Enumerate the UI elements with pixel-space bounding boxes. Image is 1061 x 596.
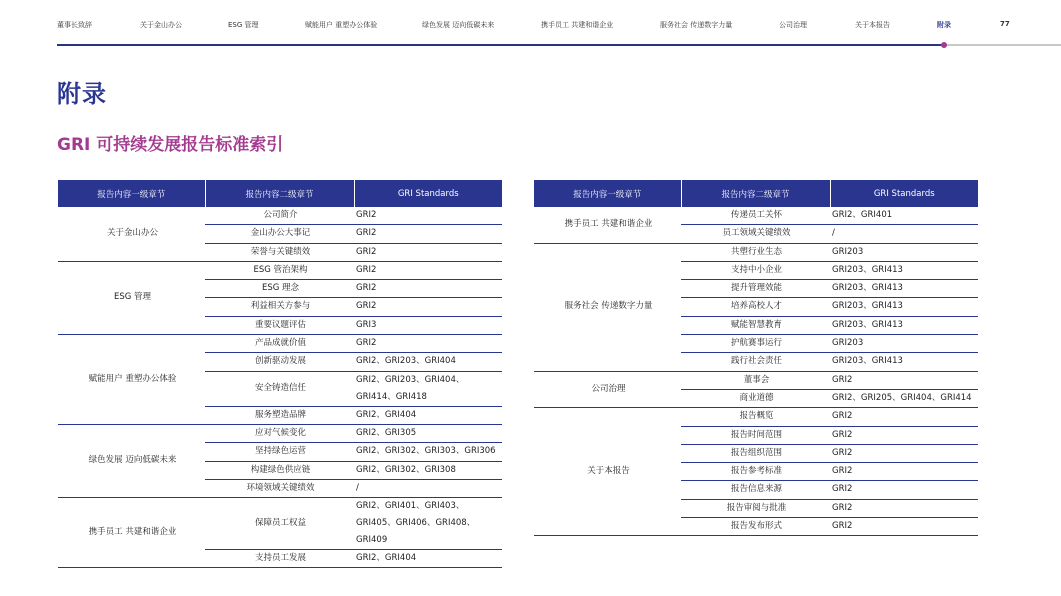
gri-standards-cell: GRI2、GRI305	[354, 424, 502, 442]
table-row	[534, 207, 978, 225]
subsection-cell: 利益相关方参与	[205, 298, 354, 316]
section-cell: 服务社会 传递数字力量	[534, 243, 681, 371]
gri-standards-cell: GRI2	[354, 298, 502, 316]
subsection-cell: 传递员工关怀	[681, 207, 830, 225]
gri-standards-cell: GRI2、GRI205、GRI404、GRI414	[830, 389, 978, 407]
subsection-cell: 商业道德	[681, 389, 830, 407]
gri-standards-cell: GRI203、GRI413	[830, 280, 978, 298]
gri-standards-cell: GRI203	[830, 335, 978, 353]
subsection-cell: 报告时间范围	[681, 426, 830, 444]
nav-item-appendix[interactable]: 附录	[937, 21, 951, 29]
gri-standards-cell: GRI2、GRI401	[830, 207, 978, 225]
gri-standards-cell: GRI2	[354, 243, 502, 261]
table-row	[58, 261, 502, 279]
header-subsection: 报告内容二级章节	[681, 180, 830, 207]
table-row	[58, 207, 502, 225]
section-cell: 公司治理	[534, 371, 681, 408]
table-row	[534, 408, 978, 426]
gri-standards-cell: GRI2	[830, 426, 978, 444]
gri-standards-cell: GRI2	[830, 463, 978, 481]
header-gri-standards: GRI Standards	[354, 180, 502, 207]
subsection-cell: 赋能智慧教育	[681, 316, 830, 334]
subsection-cell: ESG 理念	[205, 280, 354, 298]
subsection-cell: 员工领域关键绩效	[681, 225, 830, 243]
gri-standards-cell: GRI2	[354, 261, 502, 279]
gri-standards-cell: GRI2、GRI404	[354, 406, 502, 424]
gri-standards-cell: GRI203、GRI413	[830, 261, 978, 279]
subsection-cell: 保障员工权益	[205, 498, 354, 550]
subsection-cell: 服务塑造品牌	[205, 406, 354, 424]
subsection-cell: 产品成就价值	[205, 335, 354, 353]
table-row	[58, 424, 502, 442]
section-title: GRI 可持续发展报告标准索引	[57, 135, 284, 155]
table-row	[534, 371, 978, 389]
gri-standards-cell: GRI2、GRI203、GRI404	[354, 353, 502, 371]
gri-standards-cell: GRI203、GRI413	[830, 298, 978, 316]
nav-item-employees[interactable]: 携手员工 共建和谐企业	[541, 21, 614, 29]
gri-standards-cell: GRI2、GRI401、GRI403、GRI405、GRI406、GRI408、GRI409	[354, 498, 502, 550]
gri-standards-cell: GRI203	[830, 243, 978, 261]
nav-progress-track	[945, 44, 1061, 46]
subsection-cell: 报告审阅与批准	[681, 499, 830, 517]
page-number: 77	[1000, 20, 1010, 28]
subsection-cell: 环境领域关键绩效	[205, 479, 354, 497]
page-title: 附录	[57, 80, 107, 108]
subsection-cell: 创新驱动发展	[205, 353, 354, 371]
section-cell: 赋能用户 重塑办公体验	[58, 335, 205, 425]
gri-standards-cell: GRI2	[830, 444, 978, 462]
section-cell: ESG 管理	[58, 261, 205, 334]
subsection-cell: 报告发布形式	[681, 518, 830, 536]
nav-item-society[interactable]: 服务社会 传递数字力量	[660, 21, 733, 29]
nav-progress-line	[57, 44, 945, 46]
gri-standards-cell: /	[830, 225, 978, 243]
table-row	[58, 335, 502, 353]
section-cell: 携手员工 共建和谐企业	[534, 207, 681, 243]
header-section: 报告内容一级章节	[534, 180, 681, 207]
header-subsection: 报告内容二级章节	[205, 180, 354, 207]
gri-standards-cell: GRI2	[354, 207, 502, 225]
header-gri-standards: GRI Standards	[830, 180, 978, 207]
section-cell: 关于金山办公	[58, 207, 205, 261]
gri-index-table-right	[534, 180, 978, 536]
subsection-cell: 报告参考标准	[681, 463, 830, 481]
subsection-cell: 荣誉与关键绩效	[205, 243, 354, 261]
gri-standards-cell: GRI3	[354, 316, 502, 334]
subsection-cell: 金山办公大事记	[205, 225, 354, 243]
gri-standards-cell: GRI2、GRI302、GRI303、GRI306	[354, 443, 502, 461]
gri-standards-cell: GRI2、GRI404	[354, 550, 502, 568]
subsection-cell: 培养高校人才	[681, 298, 830, 316]
gri-standards-cell: GRI2、GRI203、GRI404、GRI414、GRI418	[354, 371, 502, 406]
nav-item-about[interactable]: 关于金山办公	[140, 21, 182, 29]
section-cell: 关于本报告	[534, 408, 681, 536]
subsection-cell: 践行社会责任	[681, 353, 830, 371]
gri-standards-cell: GRI2	[354, 335, 502, 353]
top-navigation	[0, 0, 1061, 46]
gri-standards-cell: GRI2、GRI302、GRI308	[354, 461, 502, 479]
gri-standards-cell: GRI2	[354, 225, 502, 243]
subsection-cell: 报告概览	[681, 408, 830, 426]
nav-item-chairman[interactable]: 董事长致辞	[57, 21, 92, 29]
gri-standards-cell: GRI2	[830, 371, 978, 389]
subsection-cell: 董事会	[681, 371, 830, 389]
nav-item-empower-users[interactable]: 赋能用户 重塑办公体验	[305, 21, 378, 29]
subsection-cell: 共塑行业生态	[681, 243, 830, 261]
nav-item-governance[interactable]: 公司治理	[779, 21, 807, 29]
nav-active-dot	[941, 42, 947, 48]
gri-index-table-left	[58, 180, 502, 568]
section-cell: 绿色发展 迈向低碳未来	[58, 424, 205, 497]
subsection-cell: 构建绿色供应链	[205, 461, 354, 479]
gri-standards-cell: GRI203、GRI413	[830, 316, 978, 334]
gri-standards-cell: /	[354, 479, 502, 497]
header-section: 报告内容一级章节	[58, 180, 205, 207]
nav-item-about-report[interactable]: 关于本报告	[855, 21, 890, 29]
gri-standards-cell: GRI2	[354, 280, 502, 298]
table-row	[534, 243, 978, 261]
subsection-cell: 护航赛事运行	[681, 335, 830, 353]
subsection-cell: ESG 管治架构	[205, 261, 354, 279]
subsection-cell: 支持中小企业	[681, 261, 830, 279]
subsection-cell: 安全铸造信任	[205, 371, 354, 406]
gri-standards-cell: GRI2	[830, 481, 978, 499]
gri-standards-cell: GRI203、GRI413	[830, 353, 978, 371]
subsection-cell: 应对气候变化	[205, 424, 354, 442]
subsection-cell: 报告信息来源	[681, 481, 830, 499]
nav-item-esg[interactable]: ESG 管理	[228, 21, 259, 29]
subsection-cell: 公司简介	[205, 207, 354, 225]
gri-standards-cell: GRI2	[830, 408, 978, 426]
subsection-cell: 坚持绿色运营	[205, 443, 354, 461]
section-cell: 携手员工 共建和谐企业	[58, 498, 205, 568]
subsection-cell: 提升管理效能	[681, 280, 830, 298]
nav-item-green-development[interactable]: 绿色发展 迈向低碳未来	[422, 21, 495, 29]
table-row	[58, 498, 502, 550]
subsection-cell: 重要议题评估	[205, 316, 354, 334]
subsection-cell: 报告组织范围	[681, 444, 830, 462]
subsection-cell: 支持员工发展	[205, 550, 354, 568]
gri-standards-cell: GRI2	[830, 499, 978, 517]
gri-standards-cell: GRI2	[830, 518, 978, 536]
